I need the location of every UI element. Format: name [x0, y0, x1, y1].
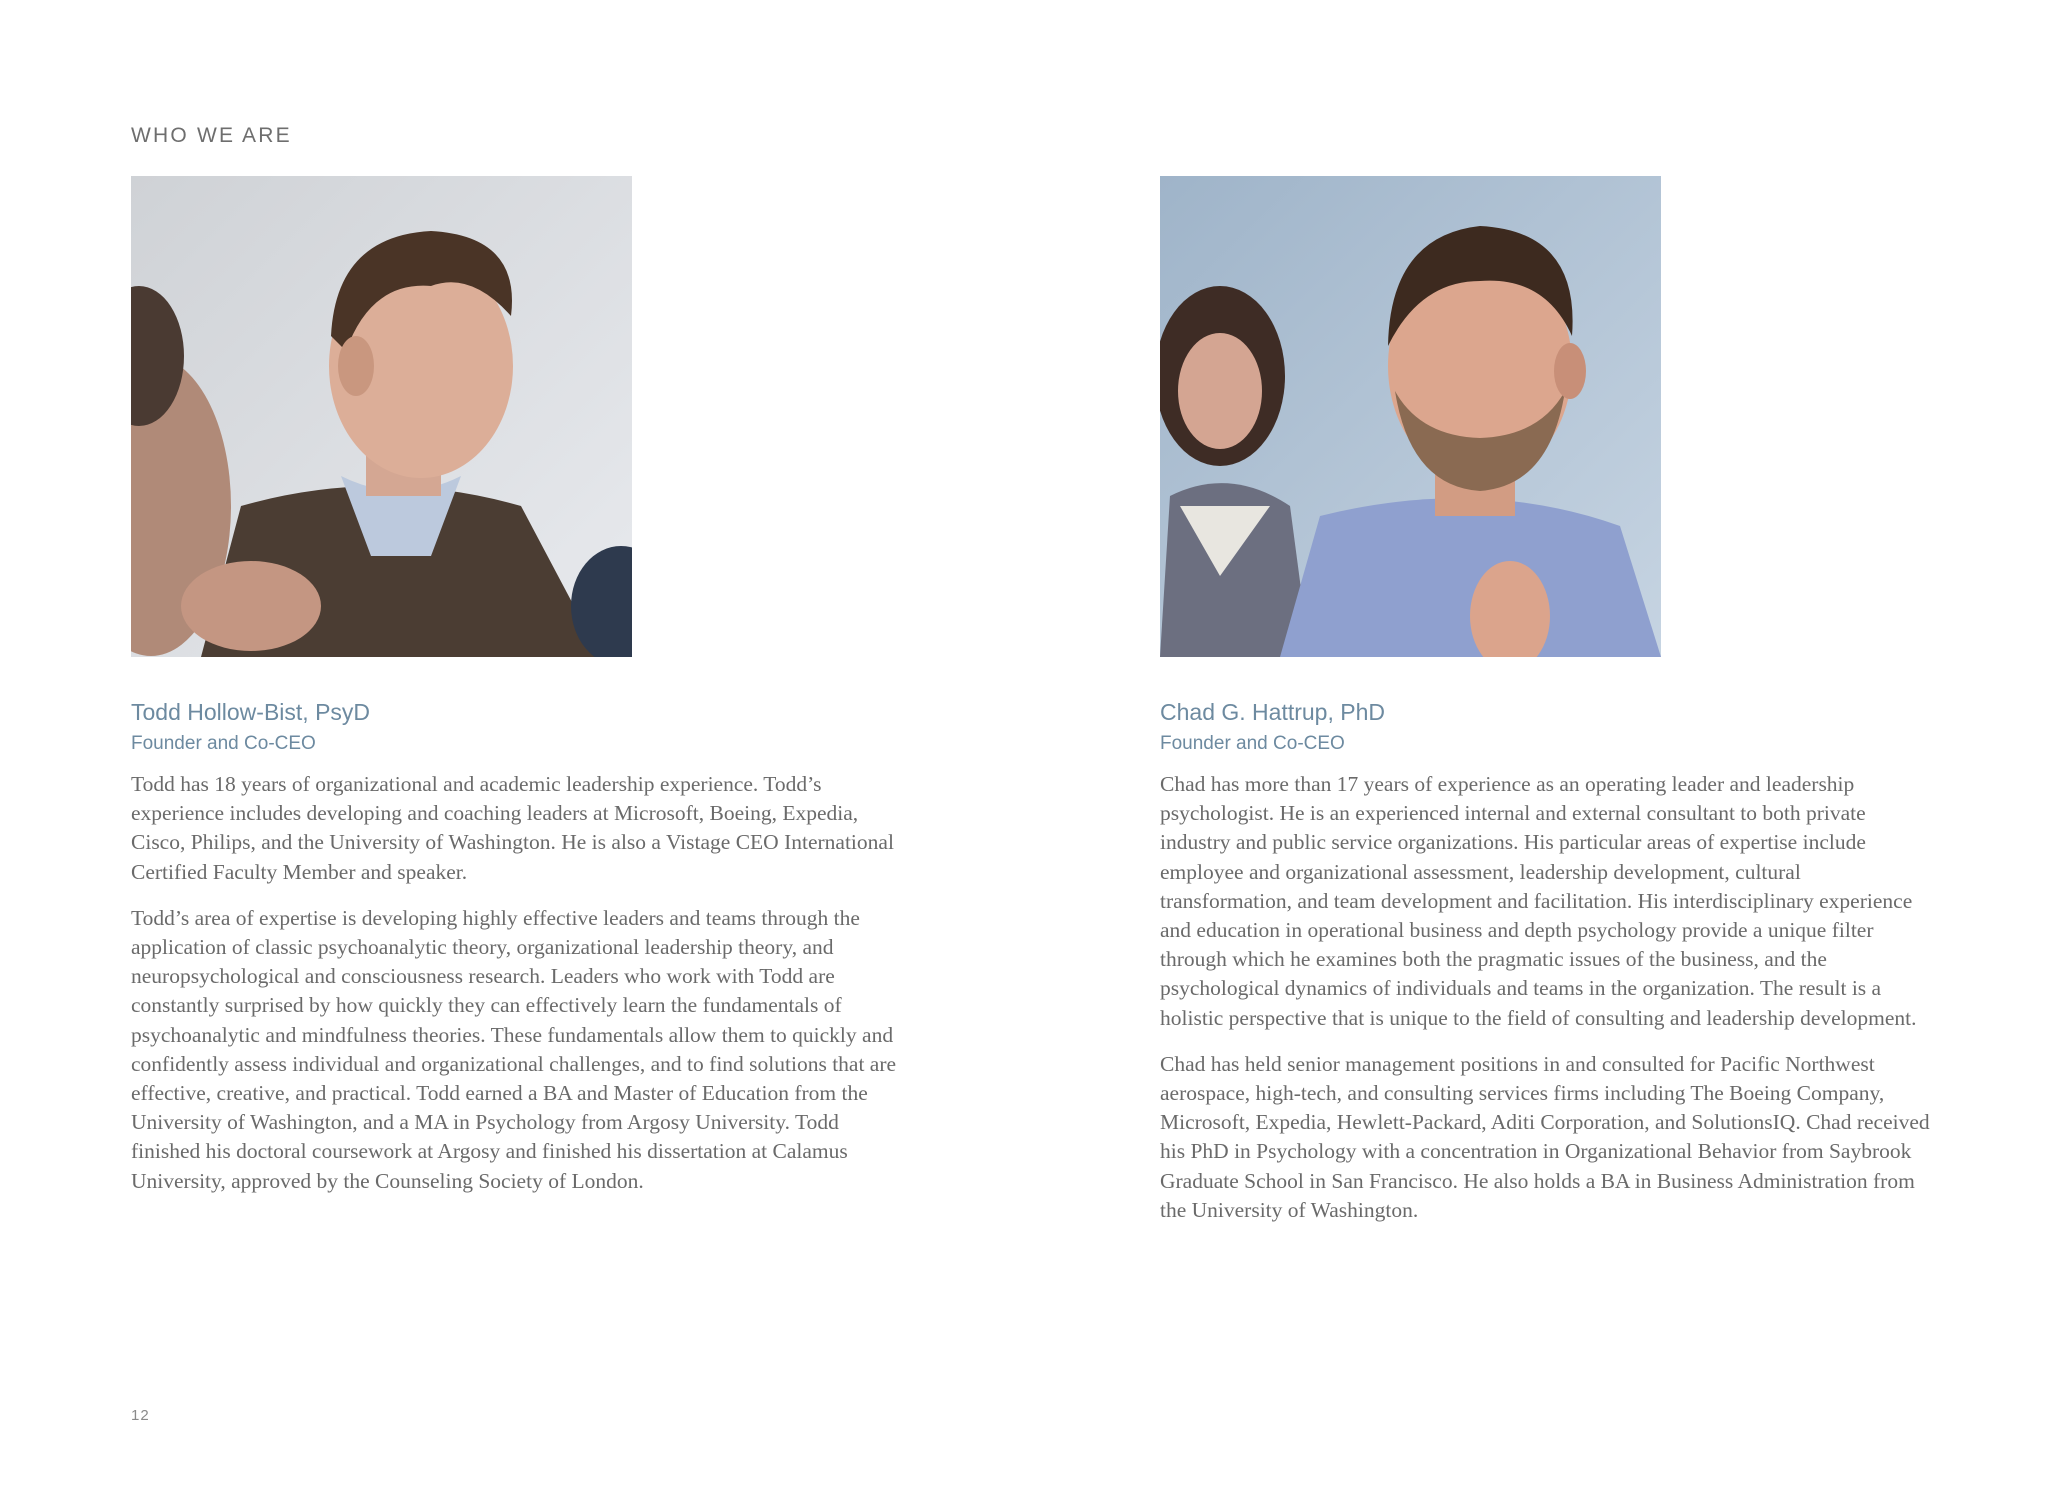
bio-todd	[131, 176, 901, 1196]
person-name: Todd Hollow-Bist, PsyD	[131, 699, 371, 725]
chad-portrait-photo	[1160, 176, 1661, 657]
bio-paragraph: Todd’s area of expertise is developing highly effective leaders and teams through the application of classic psychoanalytic theory, organizational leadership theory, and neuropsychological and consciousness research. Leaders who work with Todd are constantly surprised by how quickly they can effectively learn the fundamentals of psychoanalytic and mindfulness theories. These fundamentals allow them to quickly and confidently assess individual and organizational challenges, and to find solutions that are effective, creative, and practical. Todd earned a BA and Master of Education from the University of Washington, and a MA in Psychology from Argosy University. Todd finished his doctoral coursework at Argosy and finished his dissertation at Calamus University, approved by the Counseling Society of London.	[131, 905, 897, 1193]
todd-portrait-photo	[131, 176, 632, 657]
person-title: Founder and Co-CEO	[131, 733, 316, 754]
section-heading: WHO WE ARE	[131, 124, 292, 147]
person-title: Founder and Co-CEO	[1160, 733, 1345, 754]
bio-chad	[1160, 176, 1930, 1225]
page-number: 12	[131, 1407, 150, 1424]
bio-paragraph: Chad has more than 17 years of experience as an operating leader and leadership psychologist. He is an experienced internal and external consultant to both private industry and public service organizations. His particular areas of expertise include employee and organizational assessment, leadership development, cultural transformation, and team development and facilitation. His interdisciplinary experience and education in operational business and depth psychology provide a unique filter through which he examines both the pragmatic issues of the business, and the psychological dynamics of individuals and teams in the organization. The result is a holistic perspective that is unique to the field of consulting and leadership development.	[1160, 772, 1917, 1030]
person-name: Chad G. Hattrup, PhD	[1160, 699, 1385, 725]
bio-paragraph: Chad has held senior management positions in and consulted for Pacific Northwest aerospace, high-tech, and consulting services firms including The Boeing Company, Microsoft, Expedia, Hewlett-Packard, Aditi Corporation, and SolutionsIQ. Chad received his PhD in Psychology with a concentration in Organizational Behavior from Saybrook Graduate School in San Francisco. He also holds a BA in Business Administration from the University of Washington.	[1160, 1051, 1930, 1222]
bio-paragraph: Todd has 18 years of organizational and academic leadership experience. Todd’s experience includes developing and coaching leaders at Microsoft, Boeing, Expedia, Cisco, Philips, and the University of Washington. He is also a Vistage CEO International Certified Faculty Member and speaker.	[131, 772, 894, 884]
